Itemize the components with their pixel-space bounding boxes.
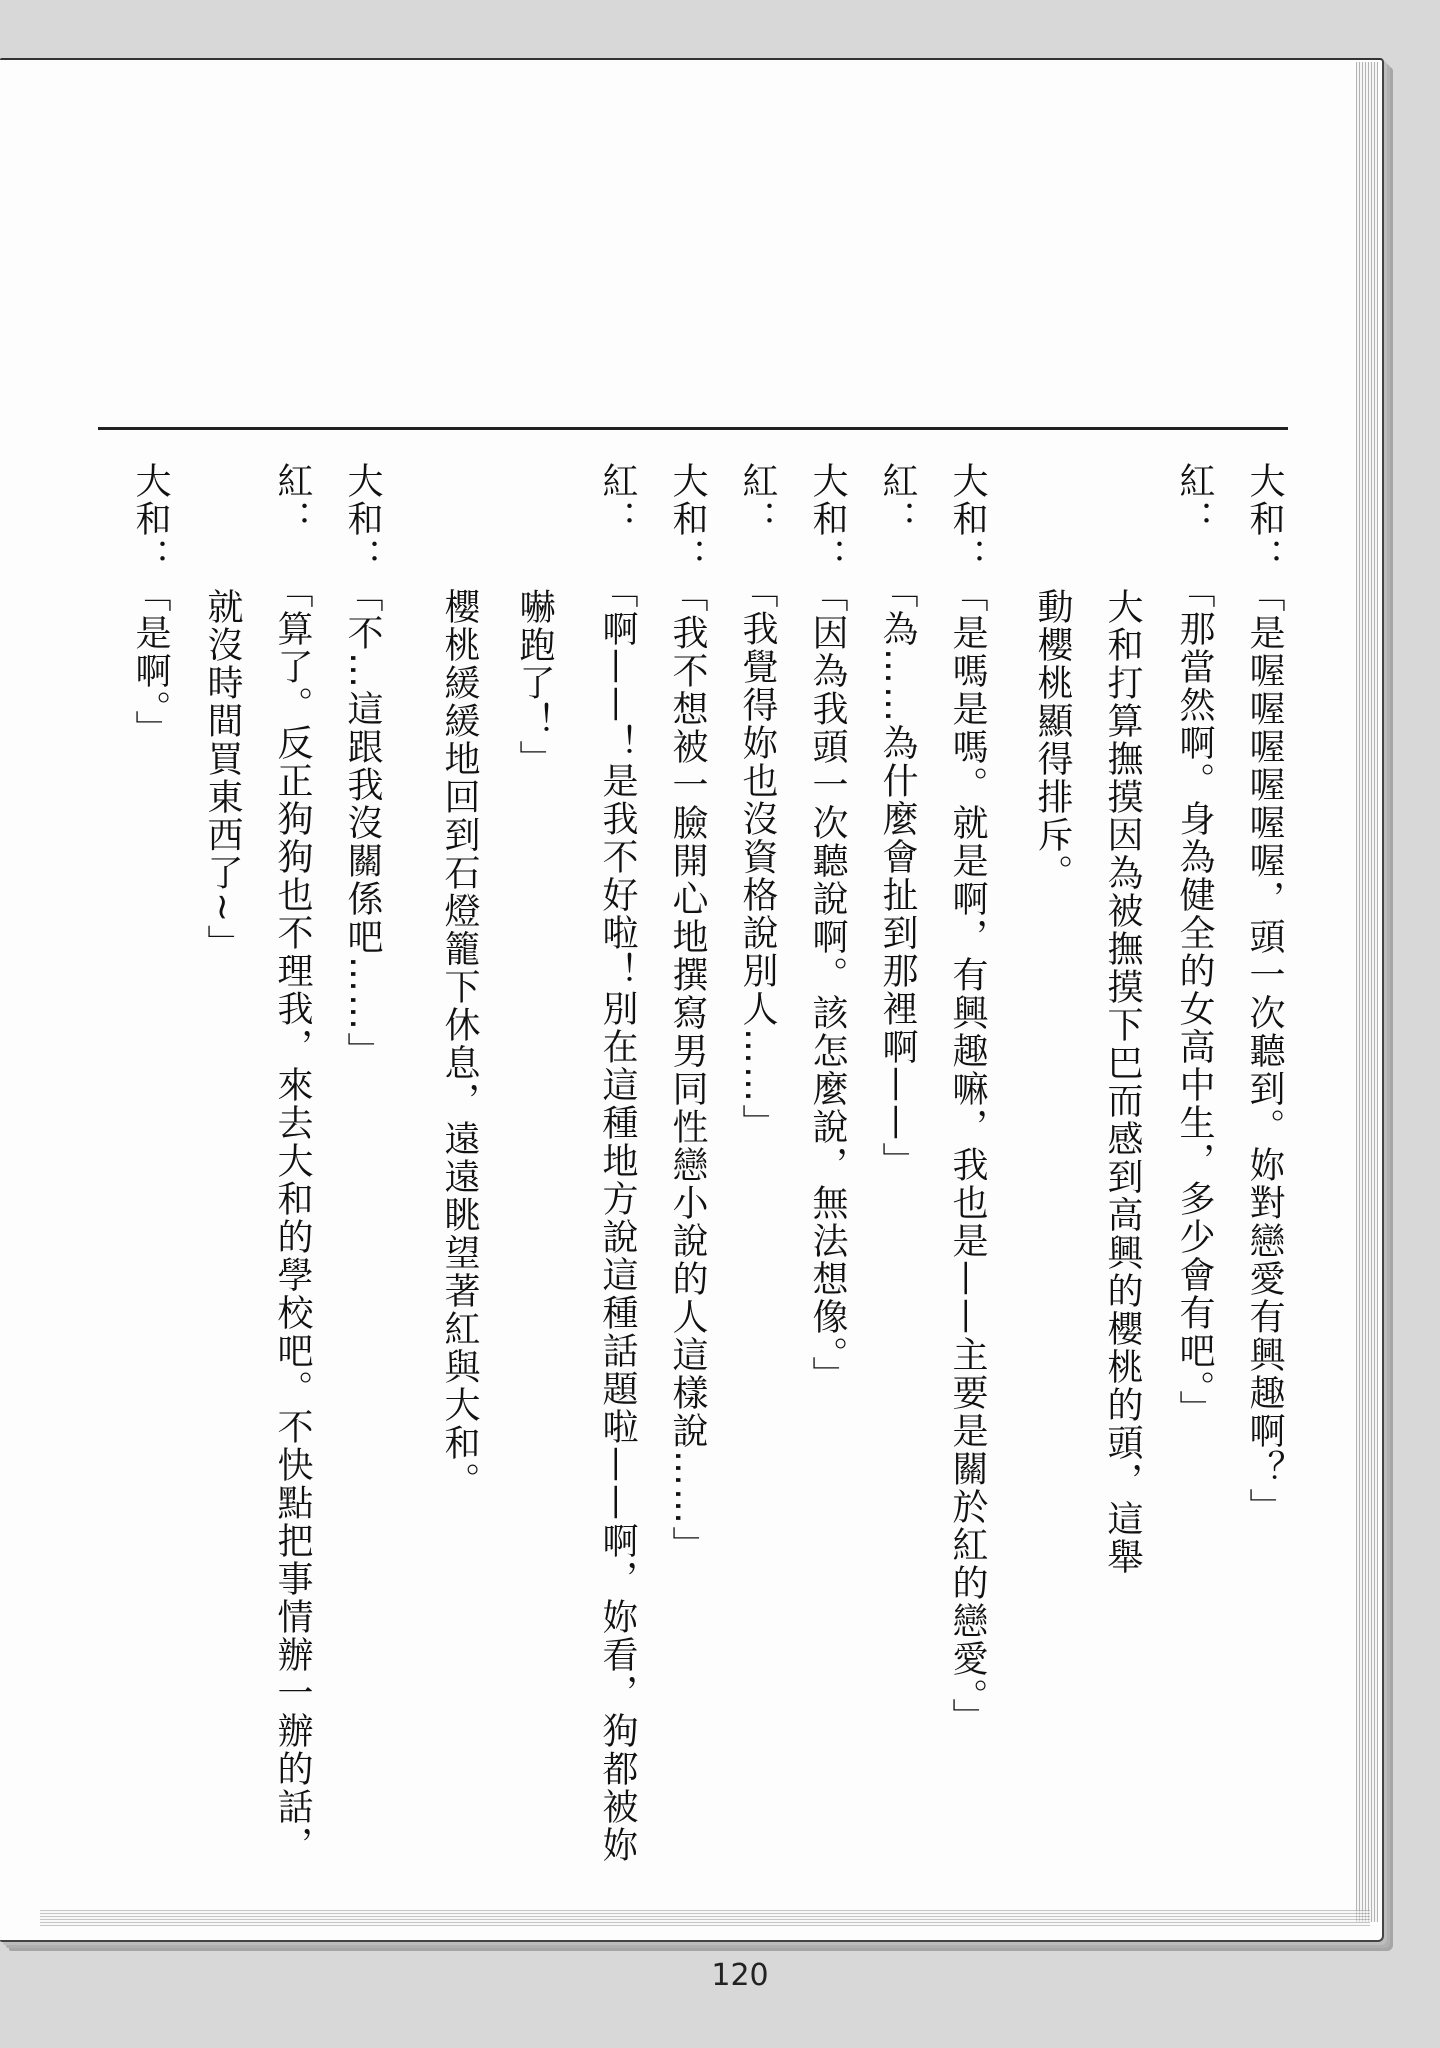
dialogue-text: 「啊——！是我不好啦！別在這種地方說這種話題啦——啊，妳看，狗都被妳 — [597, 572, 638, 1864]
dialogue-continuation: 嚇跑了！」 — [514, 588, 555, 778]
speaker-label: 紅： — [597, 462, 638, 538]
speaker-label: 紅： — [877, 462, 918, 538]
speaker-label: 紅： — [272, 462, 313, 538]
page-number: 120 — [711, 1958, 769, 1993]
page-stack-bottom-edge — [40, 1910, 1370, 1926]
text-column-2 — [1172, 462, 1215, 1428]
text-column-11 — [512, 588, 555, 778]
text-column-8 — [735, 462, 778, 1142]
text-column-10 — [595, 462, 638, 1864]
dialogue-text: 「不…這跟我沒關係吧……」 — [342, 576, 383, 1070]
text-column-16 — [128, 462, 171, 748]
narration-text: 櫻桃緩緩地回到石燈籠下休息，遠遠眺望著紅與大和。 — [439, 588, 480, 1500]
dialogue-text: 「我不想被一臉開心地撰寫男同性戀小說的人這樣說……」 — [667, 576, 708, 1564]
speaker-label: 大和： — [130, 462, 171, 576]
speaker-label: 大和： — [667, 462, 708, 576]
text-column-3 — [1100, 588, 1143, 1576]
dialogue-text: 「是喔喔喔喔喔喔，頭一次聽到。妳對戀愛有興趣啊？」 — [1244, 576, 1285, 1526]
speaker-label: 大和： — [1244, 462, 1285, 576]
speaker-label: 紅： — [1174, 462, 1215, 538]
narration-text: 大和打算撫摸因為被撫摸下巴而感到高興的櫻桃的頭，這舉 — [1102, 588, 1143, 1576]
dialogue-text: 「算了。反正狗狗也不理我，來去大和的學校吧。不快點把事情辦一辦的話， — [272, 572, 313, 1864]
narration-text: 動櫻桃顯得排斥。 — [1032, 588, 1073, 892]
speaker-label: 大和： — [807, 462, 848, 576]
text-column-6 — [875, 462, 918, 1180]
dialogue-text: 「是嗎是嗎。就是啊，有興趣嘛，我也是——主要是關於紅的戀愛。」 — [947, 576, 988, 1736]
dialogue-continuation: 就沒時間買東西了~」 — [202, 588, 243, 963]
speaker-label: 大和： — [342, 462, 383, 576]
text-column-12 — [437, 588, 480, 1500]
page-stack-edge — [1356, 62, 1378, 1922]
text-column-1 — [1242, 462, 1285, 1526]
text-column-4 — [1030, 588, 1073, 892]
dialogue-text: 「那當然啊。身為健全的女高中生，多少會有吧。」 — [1174, 572, 1215, 1428]
speaker-label: 大和： — [947, 462, 988, 576]
speaker-label: 紅： — [737, 462, 778, 538]
text-column-13 — [340, 462, 383, 1070]
text-column-14 — [200, 588, 243, 963]
dialogue-text: 「我覺得妳也沒資格說別人……」 — [737, 572, 778, 1142]
dialogue-text: 「為……為什麼會扯到那裡啊——」 — [877, 572, 918, 1180]
dialogue-text: 「因為我頭一次聽說啊。該怎麼說，無法想像。」 — [807, 576, 848, 1394]
text-column-15 — [270, 462, 313, 1864]
text-column-7 — [805, 462, 848, 1394]
horizontal-rule — [98, 427, 1288, 430]
dialogue-text: 「是啊。」 — [130, 576, 171, 748]
text-column-9 — [665, 462, 708, 1564]
text-column-5 — [945, 462, 988, 1736]
